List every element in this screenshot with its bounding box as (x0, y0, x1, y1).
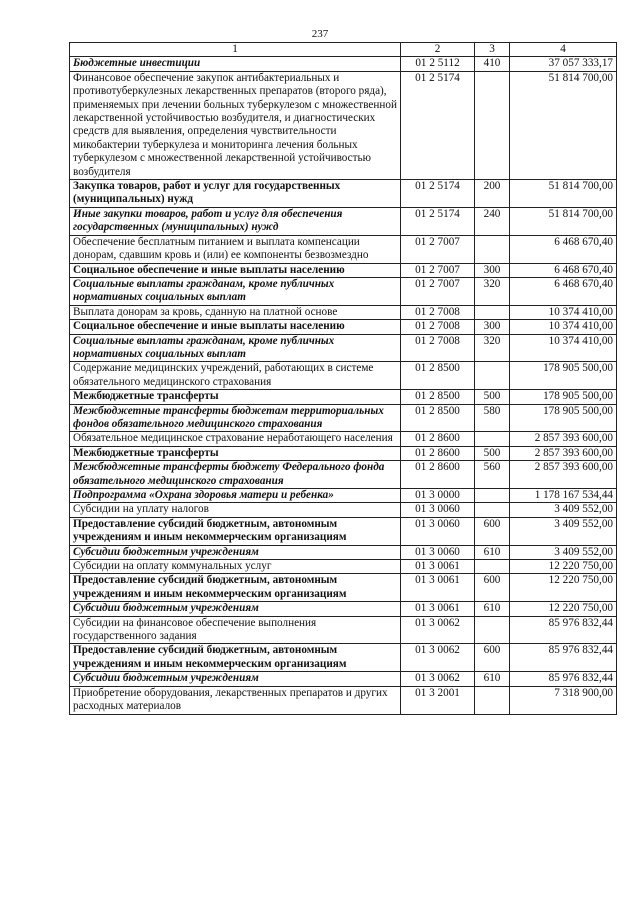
column-header-4: 4 (510, 43, 617, 57)
row-name-cell: Межбюджетные трансферты (70, 446, 401, 460)
row-amount-cell: 2 857 393 600,00 (510, 446, 617, 460)
row-code-cell: 01 2 7007 (401, 277, 475, 305)
row-kind-cell: 320 (475, 277, 510, 305)
row-kind-cell: 500 (475, 446, 510, 460)
row-name-cell: Предоставление субсидий бюджетным, автономным учреждениям и иным некоммерческим организациям (70, 644, 401, 672)
table-row (70, 235, 617, 263)
table-row (70, 560, 617, 574)
table-row (70, 503, 617, 517)
row-kind-cell (475, 503, 510, 517)
row-kind-cell: 200 (475, 180, 510, 208)
row-amount-cell: 12 220 750,00 (510, 602, 617, 616)
table-row (70, 362, 617, 390)
table-row (70, 277, 617, 305)
table-row (70, 616, 617, 644)
row-amount-cell: 51 814 700,00 (510, 180, 617, 208)
table-row (70, 545, 617, 559)
row-code-cell: 01 3 0060 (401, 503, 475, 517)
row-code-cell: 01 2 7007 (401, 263, 475, 277)
row-kind-cell (475, 489, 510, 503)
row-amount-cell: 178 905 500,00 (510, 390, 617, 404)
row-code-cell: 01 3 2001 (401, 686, 475, 714)
row-kind-cell: 600 (475, 644, 510, 672)
budget-table (69, 42, 617, 715)
table-row (70, 672, 617, 686)
row-code-cell: 01 2 5112 (401, 57, 475, 71)
row-name-cell: Межбюджетные трансферты (70, 390, 401, 404)
table-row (70, 686, 617, 714)
table-row (70, 207, 617, 235)
table-row (70, 446, 617, 460)
row-name-cell: Бюджетные инвестиции (70, 57, 401, 71)
row-amount-cell: 2 857 393 600,00 (510, 432, 617, 446)
row-name-cell: Закупка товаров, работ и услуг для государственных (муниципальных) нужд (70, 180, 401, 208)
row-code-cell: 01 2 5174 (401, 180, 475, 208)
row-code-cell: 01 3 0062 (401, 672, 475, 686)
row-kind-cell: 610 (475, 672, 510, 686)
row-code-cell: 01 3 0060 (401, 545, 475, 559)
row-name-cell: Подпрограмма «Охрана здоровья матери и ребенка» (70, 489, 401, 503)
row-code-cell: 01 2 8500 (401, 390, 475, 404)
row-code-cell: 01 2 8600 (401, 461, 475, 489)
table-row (70, 180, 617, 208)
row-code-cell: 01 2 8500 (401, 404, 475, 432)
row-amount-cell: 7 318 900,00 (510, 686, 617, 714)
row-kind-cell: 610 (475, 545, 510, 559)
row-name-cell: Социальное обеспечение и иные выплаты населению (70, 320, 401, 334)
table-row (70, 644, 617, 672)
row-kind-cell: 600 (475, 574, 510, 602)
row-amount-cell: 6 468 670,40 (510, 235, 617, 263)
row-kind-cell: 300 (475, 320, 510, 334)
table-row (70, 461, 617, 489)
row-code-cell: 01 3 0061 (401, 602, 475, 616)
table-row (70, 404, 617, 432)
row-amount-cell: 51 814 700,00 (510, 71, 617, 179)
row-amount-cell: 1 178 167 534,44 (510, 489, 617, 503)
row-name-cell: Предоставление субсидий бюджетным, автономным учреждениям и иным некоммерческим организациям (70, 574, 401, 602)
row-kind-cell: 410 (475, 57, 510, 71)
row-code-cell: 01 2 7008 (401, 320, 475, 334)
row-code-cell: 01 3 0061 (401, 574, 475, 602)
row-name-cell: Обеспечение бесплатным питанием и выплата компенсации донорам, сдавшим кровь и (или) ее компоненты безвозмездно (70, 235, 401, 263)
row-kind-cell: 300 (475, 263, 510, 277)
row-code-cell: 01 3 0062 (401, 616, 475, 644)
row-name-cell: Социальные выплаты гражданам, кроме публичных нормативных социальных выплат (70, 334, 401, 362)
row-amount-cell: 6 468 670,40 (510, 277, 617, 305)
row-name-cell: Содержание медицинских учреждений, работающих в системе обязательного медицинского страхования (70, 362, 401, 390)
row-code-cell: 01 3 0062 (401, 644, 475, 672)
row-name-cell: Субсидии на финансовое обеспечение выполнения государственного задания (70, 616, 401, 644)
row-amount-cell: 12 220 750,00 (510, 560, 617, 574)
row-amount-cell: 10 374 410,00 (510, 305, 617, 319)
row-code-cell: 01 2 5174 (401, 207, 475, 235)
row-name-cell: Межбюджетные трансферты бюджету Федерального фонда обязательного медицинского страхования (70, 461, 401, 489)
row-name-cell: Субсидии бюджетным учреждениям (70, 602, 401, 616)
table-row (70, 489, 617, 503)
row-kind-cell (475, 616, 510, 644)
row-kind-cell: 500 (475, 390, 510, 404)
table-row (70, 432, 617, 446)
row-amount-cell: 85 976 832,44 (510, 644, 617, 672)
row-code-cell: 01 2 5174 (401, 71, 475, 179)
row-kind-cell: 320 (475, 334, 510, 362)
table-row (70, 574, 617, 602)
row-amount-cell: 10 374 410,00 (510, 320, 617, 334)
row-name-cell: Выплата донорам за кровь, сданную на платной основе (70, 305, 401, 319)
column-header-2: 2 (401, 43, 475, 57)
row-kind-cell: 240 (475, 207, 510, 235)
row-amount-cell: 178 905 500,00 (510, 404, 617, 432)
table-row (70, 263, 617, 277)
row-amount-cell: 51 814 700,00 (510, 207, 617, 235)
table-header-row (70, 43, 617, 57)
row-amount-cell: 85 976 832,44 (510, 672, 617, 686)
row-amount-cell: 3 409 552,00 (510, 545, 617, 559)
row-code-cell: 01 3 0060 (401, 517, 475, 545)
row-name-cell: Социальные выплаты гражданам, кроме публичных нормативных социальных выплат (70, 277, 401, 305)
row-kind-cell (475, 432, 510, 446)
row-kind-cell: 560 (475, 461, 510, 489)
row-kind-cell (475, 235, 510, 263)
row-name-cell: Приобретение оборудования, лекарственных препаратов и других расходных материалов (70, 686, 401, 714)
table-row (70, 602, 617, 616)
row-code-cell: 01 2 7008 (401, 334, 475, 362)
table-row (70, 71, 617, 179)
row-amount-cell: 10 374 410,00 (510, 334, 617, 362)
row-code-cell: 01 2 8500 (401, 362, 475, 390)
row-amount-cell: 6 468 670,40 (510, 263, 617, 277)
row-name-cell: Субсидии на уплату налогов (70, 503, 401, 517)
page-number: 237 (311, 28, 329, 40)
row-name-cell: Иные закупки товаров, работ и услуг для обеспечения государственных (муниципальных) нужд (70, 207, 401, 235)
row-code-cell: 01 3 0061 (401, 560, 475, 574)
row-code-cell: 01 2 7007 (401, 235, 475, 263)
row-code-cell: 01 3 0000 (401, 489, 475, 503)
row-kind-cell (475, 686, 510, 714)
row-amount-cell: 2 857 393 600,00 (510, 461, 617, 489)
row-name-cell: Субсидии бюджетным учреждениям (70, 545, 401, 559)
row-name-cell: Финансовое обеспечение закупок антибактериальных и противотуберкулезных лекарственных препаратов (второго ряда), применяемых при лечении больных туберкулезом с множественной лекарственной устойчивостью возбудителя, и диагностических средств для выявления, определения чувствительности микобактерии туберкулеза и мониторинга лечения больных туберкулезом с множественной лекарственной устойчивостью возбудителя (70, 71, 401, 179)
table-row (70, 57, 617, 71)
row-kind-cell: 580 (475, 404, 510, 432)
row-kind-cell: 610 (475, 602, 510, 616)
row-amount-cell: 3 409 552,00 (510, 517, 617, 545)
table-row (70, 305, 617, 319)
column-header-3: 3 (475, 43, 510, 57)
row-name-cell: Социальное обеспечение и иные выплаты населению (70, 263, 401, 277)
row-amount-cell: 178 905 500,00 (510, 362, 617, 390)
row-amount-cell: 3 409 552,00 (510, 503, 617, 517)
row-amount-cell: 85 976 832,44 (510, 616, 617, 644)
row-amount-cell: 37 057 333,17 (510, 57, 617, 71)
row-amount-cell: 12 220 750,00 (510, 574, 617, 602)
table-row (70, 320, 617, 334)
row-kind-cell (475, 362, 510, 390)
row-kind-cell: 600 (475, 517, 510, 545)
table-body (70, 57, 617, 714)
row-name-cell: Предоставление субсидий бюджетным, автономным учреждениям и иным некоммерческим организациям (70, 517, 401, 545)
row-code-cell: 01 2 8600 (401, 446, 475, 460)
table-row (70, 334, 617, 362)
column-header-1: 1 (70, 43, 401, 57)
table-row (70, 517, 617, 545)
row-kind-cell (475, 560, 510, 574)
row-code-cell: 01 2 7008 (401, 305, 475, 319)
row-code-cell: 01 2 8600 (401, 432, 475, 446)
row-name-cell: Субсидии бюджетным учреждениям (70, 672, 401, 686)
row-name-cell: Обязательное медицинское страхование неработающего населения (70, 432, 401, 446)
table-row (70, 390, 617, 404)
row-name-cell: Субсидии на оплату коммунальных услуг (70, 560, 401, 574)
row-name-cell: Межбюджетные трансферты бюджетам территориальных фондов обязательного медицинского страхования (70, 404, 401, 432)
row-kind-cell (475, 305, 510, 319)
row-kind-cell (475, 71, 510, 179)
